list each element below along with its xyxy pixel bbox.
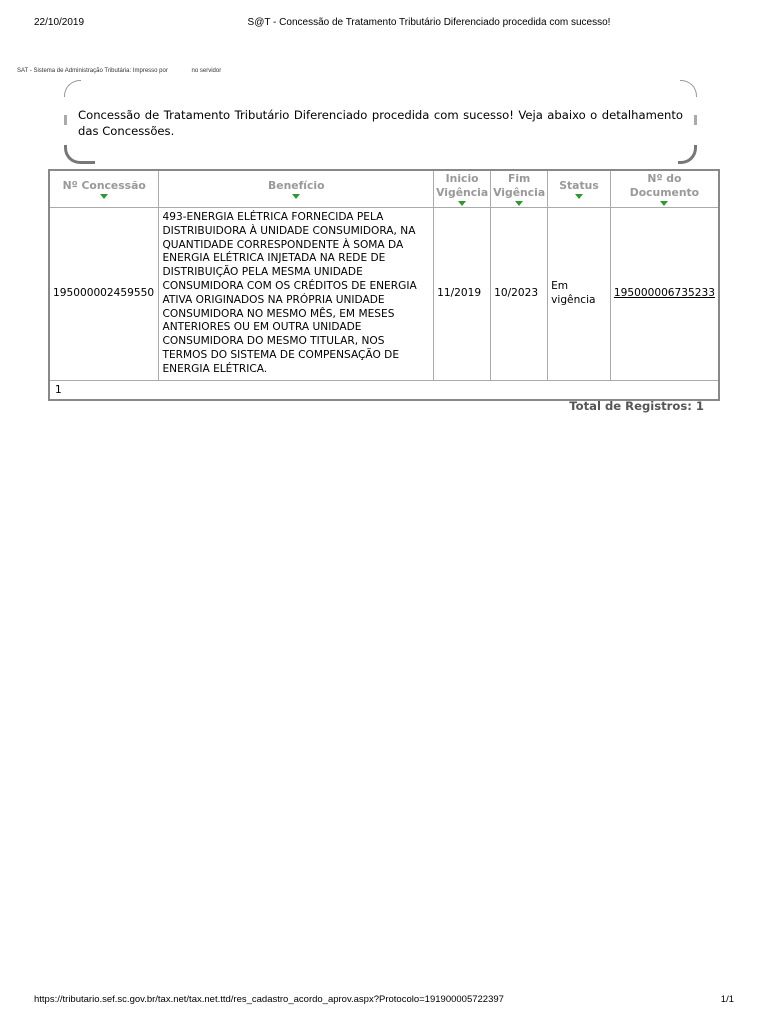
column-header-documento[interactable] [610,170,719,208]
column-header-status-label: Status [559,179,599,192]
concessions-table [48,169,720,401]
cell-concessao: 195000002459550 [49,208,159,381]
cell-beneficio: 493-ENERGIA ELÉTRICA FORNECIDA PELA DISTRIBUIDORA À UNIDADE CONSUMIDORA, NA QUANTIDADE CORRESPONDENTE À SOMA DA ENERGIA ELÉTRICA INJETADA NA REDE DE DISTRIBUIÇÃO PELA MESMA UNIDADE CONSUMIDORA COM OS CRÉDITOS DE ENERGIA ATIVA ORIGINADOS NA PRÓPRIA UNIDADE CONSUMIDORA NO MESMO MÊS, EM MESES ANTERIORES OU EM OUTRA UNIDADE CONSUMIDORA DO MESMO TITULAR, NOS TERMOS DO SISTEMA DE COMPENSAÇÃO DE ENERGIA ELÉTRICA. [159,208,434,381]
column-header-fim-label: Fim [507,172,531,185]
message-corner-bottom-left [64,145,95,164]
column-header-documento-label: Nº do Documento [629,172,700,199]
column-header-beneficio[interactable] [159,170,434,208]
print-title: S@T - Concessão de Tratamento Tributário Diferenciado procedida com sucesso! [247,17,611,28]
success-message-text: Concessão de Tratamento Tributário Diferenciado procedida com sucesso! Veja abaixo o detalhamento das Concessões. [78,108,683,138]
table-row [49,208,719,381]
table-header-row [49,170,719,208]
cell-documento [610,208,719,381]
cell-status: Em vigência [548,208,611,381]
message-corner-top-left [64,80,81,97]
column-header-concessao[interactable] [49,170,159,208]
server-text: no servidor [191,68,222,74]
sort-arrow-icon[interactable] [660,201,668,206]
total-records: Total de Registros: 1 [569,399,704,413]
column-header-fim-vigencia-label: Vigência [493,186,546,199]
success-message-box [64,80,697,164]
sort-arrow-icon[interactable] [458,201,466,206]
cell-inicio-vigencia: 11/2019 [434,208,491,381]
sort-arrow-icon[interactable] [100,194,108,199]
page-url: https://tributario.sef.sc.gov.br/tax.net/tax.net.ttd/res_cadastro_acordo_aprov.aspx?Protocolo=191900005722397 [34,994,504,1005]
sort-arrow-icon[interactable] [515,201,523,206]
column-header-inicio-label: Inicio [445,172,479,185]
print-header [0,17,768,31]
message-corner-top-right [680,80,697,97]
print-date: 22/10/2019 [34,17,85,28]
pager-page-number[interactable]: 1 [49,380,719,400]
printed-by-text: SAT - Sistema de Administração Tributária: Impresso por [17,68,168,74]
document-link[interactable]: 195000006735233 [613,286,715,299]
sort-arrow-icon[interactable] [292,194,300,199]
column-header-fim-vigencia[interactable] [491,170,548,208]
sort-arrow-icon[interactable] [575,194,583,199]
message-corner-bottom-right [678,145,697,164]
pager-row [49,380,719,400]
message-right-bar [694,115,697,125]
page-number: 1/1 [720,994,734,1005]
column-header-beneficio-label: Benefício [268,179,325,192]
system-line [17,68,221,74]
column-header-inicio-vigencia-label: Vigência [436,186,489,199]
column-header-concessao-label: Nº Concessão [62,179,146,192]
column-header-status[interactable] [548,170,611,208]
column-header-inicio-vigencia[interactable] [434,170,491,208]
message-left-bar [64,115,67,125]
cell-fim-vigencia: 10/2023 [491,208,548,381]
